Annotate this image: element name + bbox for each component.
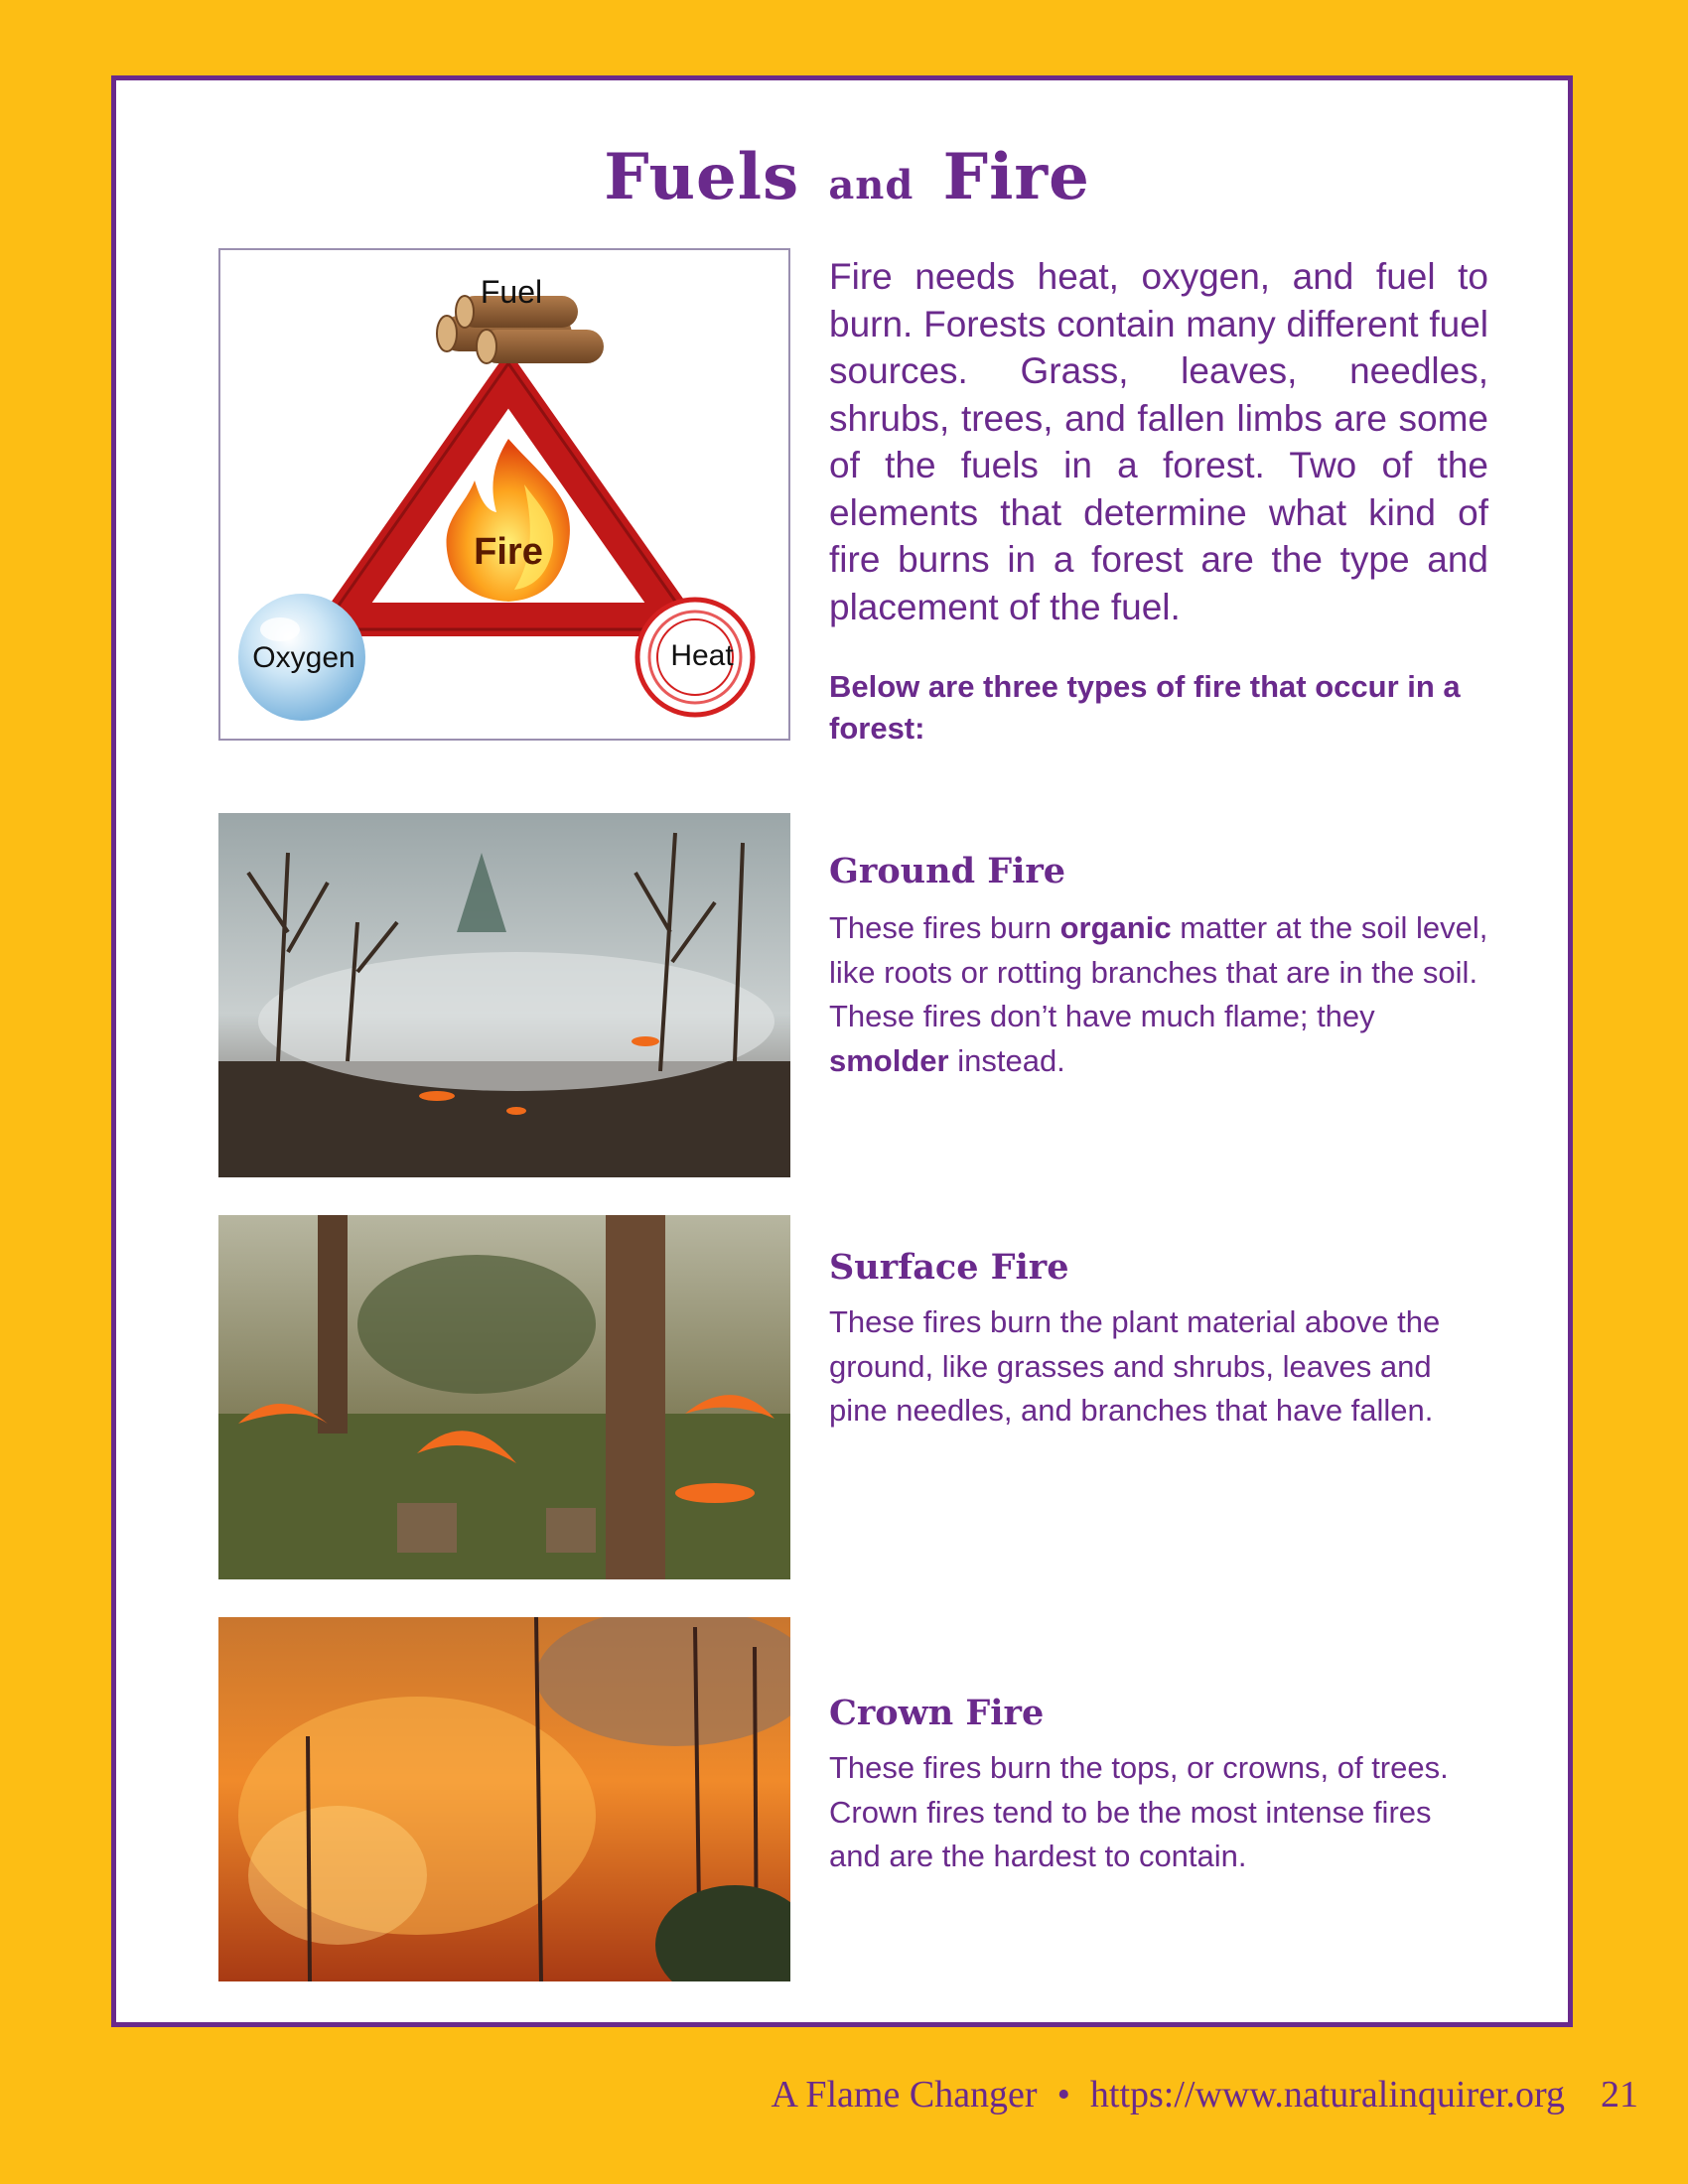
ground-fire-text bbox=[829, 906, 1488, 1083]
fuel-label: Fuel bbox=[480, 274, 543, 310]
intro-paragraph: Fire needs heat, oxygen, and fuel to burn. Forests contain many different fuel sources. Grass, leaves, needles, shrubs, trees, and fallen limbs are some of the fuels in a forest. Two of the elements that determine what kind of fire burns in a forest are the type and placement of the fuel. bbox=[829, 256, 1488, 627]
page-number: 21 bbox=[1601, 2074, 1638, 2116]
crown-fire-heading: Crown Fire bbox=[829, 1693, 1045, 1733]
surface-fire-photo bbox=[218, 1215, 790, 1579]
page-panel bbox=[111, 75, 1573, 2027]
title-word-fire: Fire bbox=[942, 140, 1090, 214]
ground-fire-text-part: instead. bbox=[948, 1042, 1065, 1078]
page-footer bbox=[772, 2073, 1638, 2116]
fire-label: Fire bbox=[474, 531, 543, 573]
ground-fire-photo bbox=[218, 813, 790, 1177]
fire-types-lead: Below are three types of fire that occur in a forest: bbox=[829, 669, 1461, 746]
heat-label: Heat bbox=[670, 639, 734, 672]
term-organic: organic bbox=[1059, 910, 1172, 945]
surface-fire-text: These fires burn the plant material above the ground, like grasses and shrubs, leaves and pine needles, and branches that have fallen. bbox=[829, 1304, 1441, 1428]
crown-fire-text: These fires burn the tops, or crowns, of trees. Crown fires tend to be the most intense fires and are the hardest to contain. bbox=[829, 1750, 1449, 1873]
oxygen-label: Oxygen bbox=[252, 641, 355, 674]
footer-separator: • bbox=[1056, 2074, 1070, 2116]
footer-url-link[interactable]: https://www.naturalinquirer.org bbox=[1089, 2074, 1565, 2116]
fire-triangle-diagram bbox=[218, 248, 790, 741]
page-title bbox=[116, 140, 1578, 214]
ground-fire-text-part: matter at the soil level, like roots or rotting branches that are in the soil. These fires don’t have much flame; they bbox=[829, 910, 1488, 1033]
term-smolder: smolder bbox=[829, 1042, 949, 1078]
crown-fire-photo bbox=[218, 1617, 790, 1981]
surface-fire-heading: Surface Fire bbox=[829, 1247, 1069, 1288]
title-word-and: and bbox=[828, 162, 914, 208]
ground-fire-heading: Ground Fire bbox=[829, 851, 1066, 891]
title-word-fuels: Fuels bbox=[604, 140, 800, 214]
publication-title: A Flame Changer bbox=[771, 2074, 1038, 2116]
ground-fire-text-part: These fires burn bbox=[829, 910, 1060, 945]
fire-triangle-graphic bbox=[220, 250, 788, 739]
